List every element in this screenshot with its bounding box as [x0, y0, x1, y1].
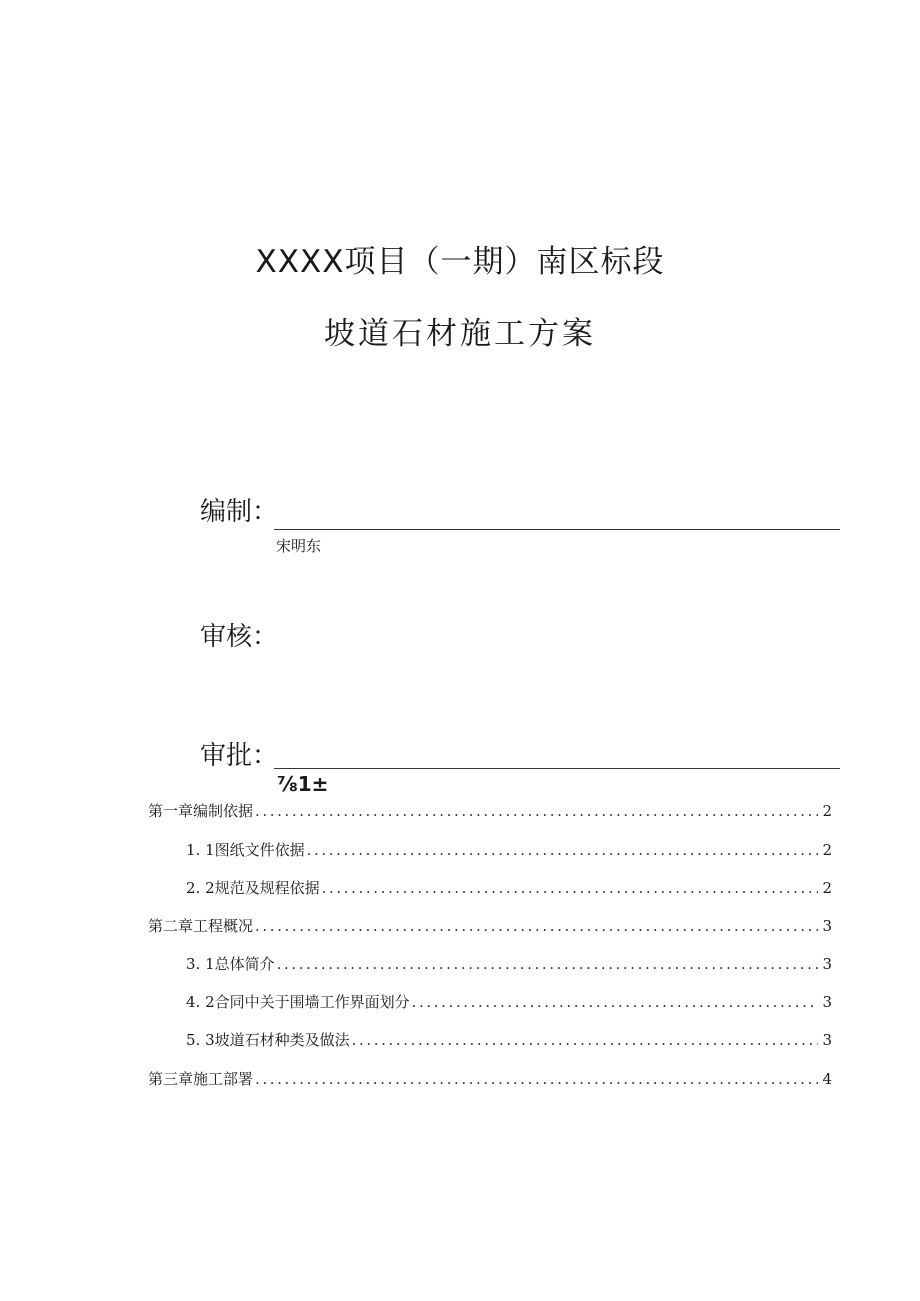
toc-entry-text: 1. 1图纸文件依据	[186, 841, 305, 859]
toc-page-number: 3	[822, 1031, 832, 1049]
toc-page-number: 4	[822, 1070, 832, 1088]
document-title-line2: 坡道石材施工方案	[324, 316, 596, 352]
toc-leader-dots	[412, 993, 819, 1011]
toc-page-number: 2	[822, 879, 832, 897]
toc-leader-dots	[277, 955, 819, 973]
toc-heading: ⅞1±	[277, 772, 329, 796]
toc-entry[interactable]	[186, 953, 832, 974]
toc-entry[interactable]	[148, 915, 832, 936]
toc-leader-dots	[307, 841, 819, 859]
toc-entry-text: 5. 3坡道石材种类及做法	[186, 1031, 350, 1049]
toc-entry[interactable]	[186, 991, 832, 1012]
toc-entry[interactable]	[186, 877, 832, 898]
toc-leader-dots	[255, 802, 818, 820]
document-title-line1: XXXX项目（一期）南区标段	[255, 244, 665, 280]
toc-entry-text: 4. 2合同中关于围墙工作界面划分	[186, 993, 410, 1011]
toc-page-number: 3	[822, 955, 832, 973]
toc-entry[interactable]	[148, 1068, 832, 1089]
toc-page-number: 3	[822, 993, 832, 1011]
approve-label: 审批：	[200, 741, 279, 771]
review-label: 审核：	[200, 622, 279, 652]
compile-label: 编制：	[200, 497, 279, 527]
toc-page-number: 2	[822, 841, 832, 859]
toc-entry[interactable]	[148, 800, 832, 821]
toc-entry-text: 第三章施工部署	[148, 1070, 254, 1088]
toc-entry-text: 2. 2规范及规程依据	[186, 879, 320, 897]
compile-signature-line	[274, 529, 840, 530]
toc-page-number: 3	[822, 917, 832, 935]
toc-leader-dots	[255, 1070, 818, 1088]
toc-entry[interactable]	[186, 839, 832, 860]
toc-leader-dots	[352, 1031, 819, 1049]
toc-leader-dots	[322, 879, 819, 897]
toc-page-number: 2	[822, 802, 832, 820]
toc-entry[interactable]	[186, 1029, 832, 1050]
compile-signer-name: 宋明东	[276, 537, 322, 555]
toc-entry-text: 第一章编制依据	[148, 802, 254, 820]
toc-entry-text: 3. 1总体简介	[186, 955, 275, 973]
toc-leader-dots	[255, 917, 818, 935]
approve-signature-line	[274, 768, 840, 769]
toc-entry-text: 第二章工程概况	[148, 917, 254, 935]
